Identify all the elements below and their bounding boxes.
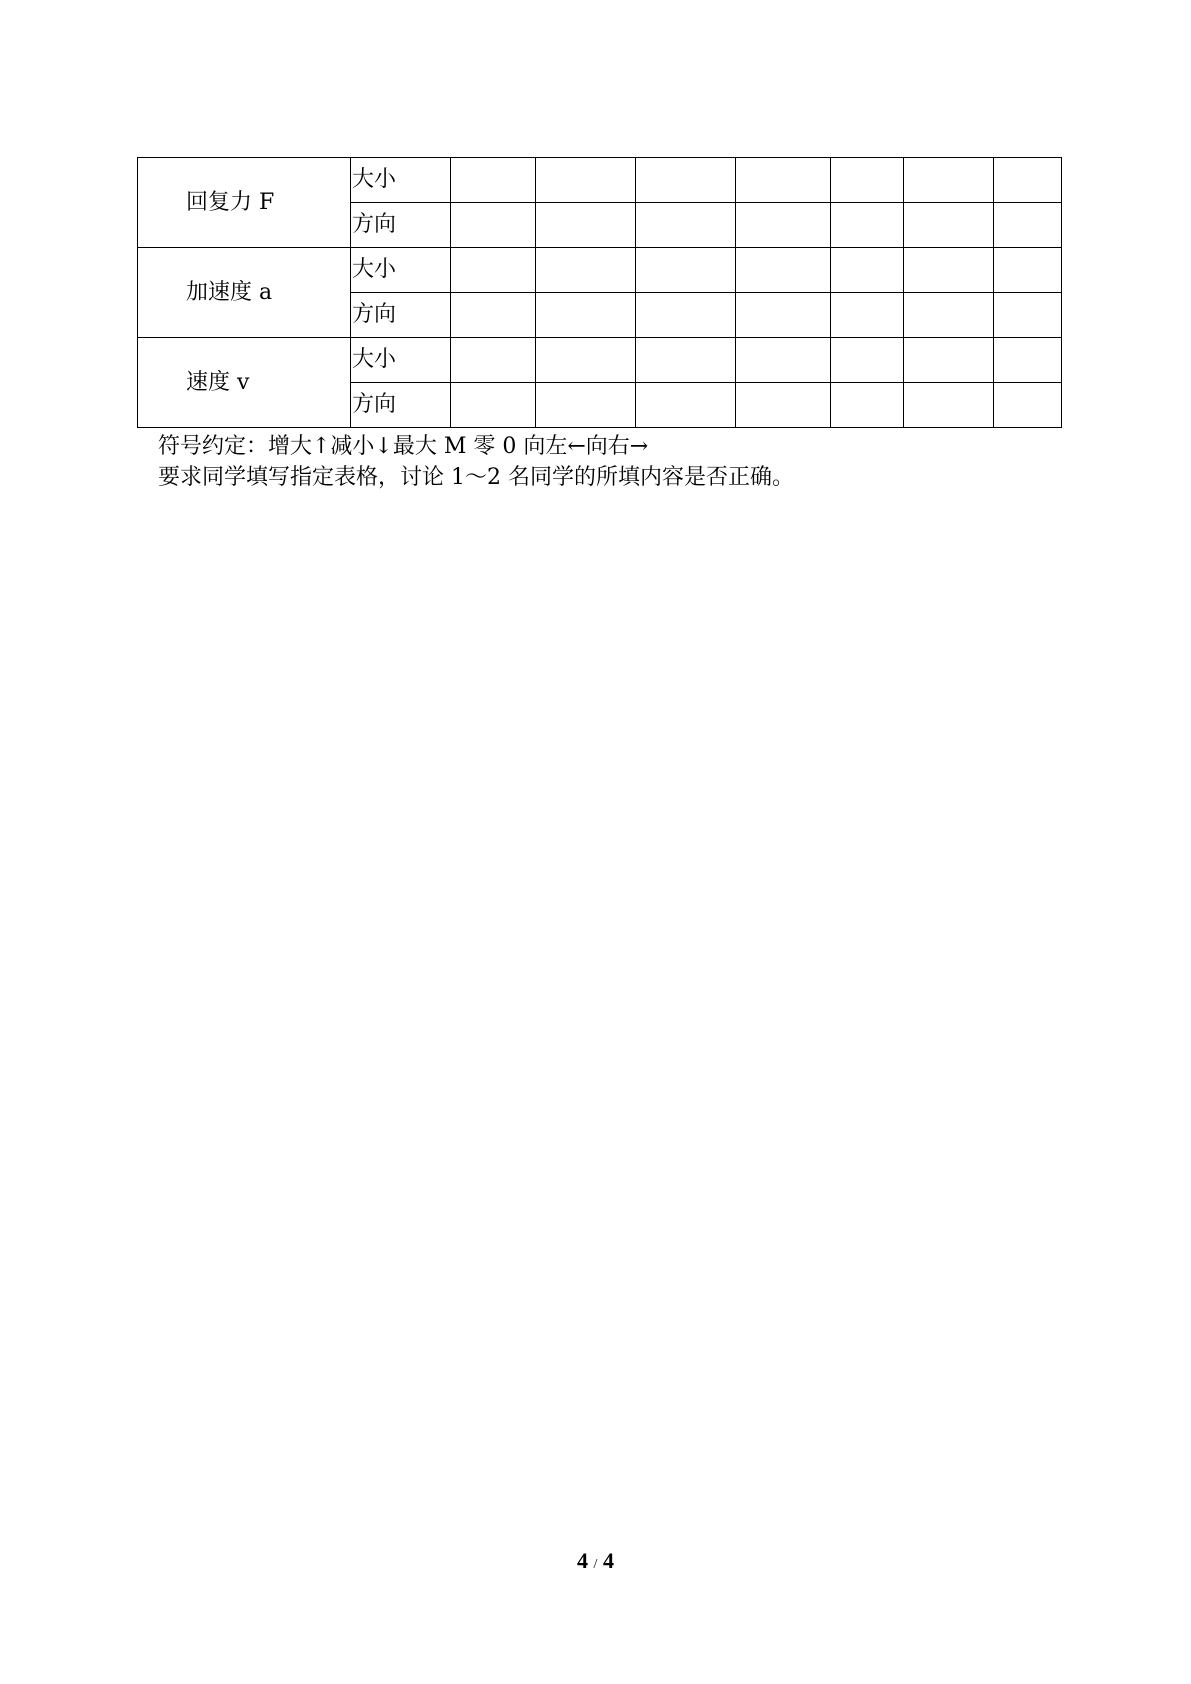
direction-label: 方向	[351, 293, 451, 338]
page-number	[0, 1548, 1191, 1574]
table-cell[interactable]	[451, 383, 536, 428]
magnitude-label: 大小	[351, 248, 451, 293]
table-cell[interactable]	[904, 338, 994, 383]
table-cell[interactable]	[904, 248, 994, 293]
table-cell[interactable]	[994, 338, 1062, 383]
table-cell[interactable]	[831, 203, 904, 248]
table-cell[interactable]	[736, 338, 831, 383]
symbol-convention-note: 符号约定：增大↑减小↓最大 M 零 0 向左←向右→	[158, 434, 649, 459]
instructions-note: 要求同学填写指定表格，讨论 1～2 名同学的所填内容是否正确。	[158, 465, 794, 490]
table-cell[interactable]	[636, 158, 736, 203]
table-cell[interactable]	[451, 203, 536, 248]
table-cell[interactable]	[536, 293, 636, 338]
page-current: 4	[577, 1548, 589, 1573]
table-cell[interactable]	[994, 158, 1062, 203]
row-label-acceleration: 加速度 a	[138, 248, 351, 338]
table-cell[interactable]	[536, 158, 636, 203]
motion-quantities-table	[137, 157, 1062, 428]
row-label-restoring-force: 回复力 F	[138, 158, 351, 248]
row-label-velocity: 速度 v	[138, 338, 351, 428]
table-cell[interactable]	[736, 158, 831, 203]
table-cell[interactable]	[451, 293, 536, 338]
table-cell[interactable]	[831, 383, 904, 428]
table-cell[interactable]	[451, 248, 536, 293]
direction-label: 方向	[351, 383, 451, 428]
table-cell[interactable]	[536, 383, 636, 428]
table-cell[interactable]	[636, 338, 736, 383]
table-cell[interactable]	[451, 158, 536, 203]
table-cell[interactable]	[636, 203, 736, 248]
table-cell[interactable]	[536, 203, 636, 248]
table-row	[138, 248, 1062, 293]
table-cell[interactable]	[831, 158, 904, 203]
table-cell[interactable]	[451, 338, 536, 383]
table-cell[interactable]	[736, 293, 831, 338]
table-cell[interactable]	[636, 293, 736, 338]
table-cell[interactable]	[536, 338, 636, 383]
table-row	[138, 158, 1062, 203]
magnitude-label: 大小	[351, 158, 451, 203]
magnitude-label: 大小	[351, 338, 451, 383]
table-cell[interactable]	[536, 248, 636, 293]
table-cell[interactable]	[994, 293, 1062, 338]
table-cell[interactable]	[736, 203, 831, 248]
table-cell[interactable]	[994, 248, 1062, 293]
table-cell[interactable]	[904, 158, 994, 203]
table-cell[interactable]	[831, 338, 904, 383]
table-cell[interactable]	[904, 203, 994, 248]
direction-label: 方向	[351, 203, 451, 248]
table-cell[interactable]	[831, 293, 904, 338]
table-row	[138, 338, 1062, 383]
table-cell[interactable]	[831, 248, 904, 293]
page-total: 4	[602, 1548, 614, 1573]
page-separator: /	[593, 1557, 598, 1572]
table-cell[interactable]	[736, 383, 831, 428]
table-cell[interactable]	[636, 383, 736, 428]
table-cell[interactable]	[736, 248, 831, 293]
table-cell[interactable]	[636, 248, 736, 293]
table-cell[interactable]	[994, 203, 1062, 248]
table-cell[interactable]	[904, 383, 994, 428]
table-cell[interactable]	[904, 293, 994, 338]
table-cell[interactable]	[994, 383, 1062, 428]
